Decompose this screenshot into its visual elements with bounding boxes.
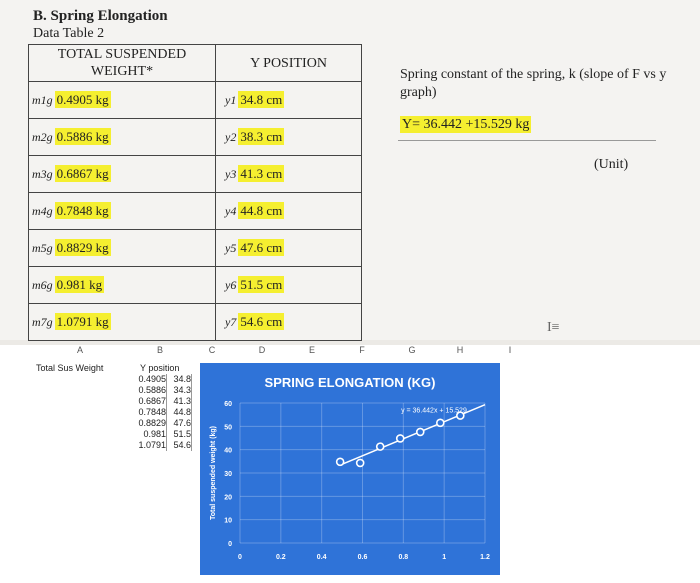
column-header[interactable]: A <box>76 345 83 355</box>
unit-label: (Unit) <box>594 157 629 172</box>
sheet-cell-b[interactable]: 44.8 <box>166 407 192 418</box>
x-tick-label: 0 <box>238 554 242 561</box>
x-tick-label: 1 <box>442 554 447 561</box>
sheet-cell-a[interactable]: 1.0791 <box>138 440 166 450</box>
sheet-header-b: Y position <box>140 363 180 373</box>
mass-value: 0.7848 kg <box>56 203 109 218</box>
table-header-row <box>29 45 362 82</box>
table-caption: Data Table 2 <box>33 26 105 41</box>
column-header[interactable]: C <box>208 345 216 355</box>
column-header[interactable]: G <box>408 345 416 355</box>
mass-cell[interactable] <box>29 82 216 119</box>
x-tick-label: 0.6 <box>357 554 368 561</box>
y-axis-label: Total suspended weight (kg) <box>210 426 217 520</box>
mass-label: m7g <box>32 315 53 329</box>
position-label: y7 <box>225 315 237 329</box>
table-row <box>29 267 362 304</box>
position-cell[interactable] <box>216 230 362 267</box>
equation-value: Y= 36.442 +15.529 kg <box>402 117 530 132</box>
data-table <box>28 44 362 341</box>
mass-cell[interactable] <box>29 119 216 156</box>
column-header[interactable]: H <box>456 345 464 355</box>
position-cell[interactable] <box>216 82 362 119</box>
position-label: y2 <box>225 130 237 144</box>
mass-value: 0.6867 kg <box>56 166 109 181</box>
y-tick-label: 0 <box>228 541 232 548</box>
mass-label: m6g <box>32 278 53 292</box>
chart-title: SPRING ELONGATION (KG) <box>264 375 436 390</box>
mass-cell[interactable] <box>29 304 216 341</box>
sheet-cell-a[interactable]: 0.4905 <box>138 374 166 384</box>
position-header: Y POSITION <box>216 45 362 82</box>
position-cell[interactable] <box>216 267 362 304</box>
mass-label: m3g <box>32 167 53 181</box>
x-tick-label: 0.2 <box>275 554 286 561</box>
sheet-cell-b[interactable]: 34.8 <box>166 374 192 385</box>
chart-canvas <box>200 363 500 575</box>
table-row <box>29 156 362 193</box>
position-cell[interactable] <box>216 156 362 193</box>
column-header[interactable]: B <box>156 345 163 355</box>
section-heading: B. Spring Elongation <box>33 8 168 24</box>
position-value: 51.5 cm <box>240 277 283 292</box>
sheet-cell-b[interactable]: 47.6 <box>166 418 192 429</box>
position-cell[interactable] <box>216 193 362 230</box>
trendline-label: y = 36.442x + 15.529 <box>401 407 467 415</box>
sheet-cell-a[interactable]: 0.981 <box>143 429 166 439</box>
position-cell[interactable] <box>216 119 362 156</box>
answer-line <box>398 140 656 141</box>
position-label: y4 <box>225 204 237 218</box>
position-value: 34.8 cm <box>240 92 283 107</box>
mass-label: m5g <box>32 241 53 255</box>
sheet-cell-b[interactable]: 41.3 <box>166 396 192 407</box>
mass-value: 0.8829 kg <box>56 240 109 255</box>
position-value: 44.8 cm <box>240 203 283 218</box>
equation-answer[interactable] <box>400 117 531 133</box>
y-tick-label: 20 <box>224 494 232 502</box>
mass-value: 0.981 kg <box>56 277 103 292</box>
position-value: 41.3 cm <box>240 166 283 181</box>
data-point <box>397 435 404 442</box>
sheet-cell-b[interactable]: 51.5 <box>166 429 192 440</box>
position-label: y5 <box>225 241 237 255</box>
text-cursor-icon: I≡ <box>547 320 560 335</box>
x-tick-label: 1.2 <box>480 554 490 561</box>
y-tick-label: 60 <box>224 401 232 408</box>
data-point <box>437 419 444 426</box>
mass-cell[interactable] <box>29 230 216 267</box>
position-value: 47.6 cm <box>240 240 283 255</box>
y-tick-label: 10 <box>224 517 232 525</box>
data-point <box>357 459 364 466</box>
table-row <box>29 230 362 267</box>
mass-value: 1.0791 kg <box>56 314 109 329</box>
chart[interactable] <box>200 363 500 575</box>
sheet-cell-b[interactable]: 34.3 <box>166 385 192 396</box>
mass-label: m4g <box>32 204 53 218</box>
mass-label: m1g <box>32 93 53 107</box>
sheet-cell-b[interactable]: 54.6 <box>166 440 192 451</box>
mass-value: 0.4905 kg <box>56 92 109 107</box>
position-cell[interactable] <box>216 304 362 341</box>
spring-constant-prompt: Spring constant of the spring, k (slope of F vs y graph) <box>400 67 667 100</box>
table-row <box>29 304 362 341</box>
sheet-cell-a[interactable]: 0.6867 <box>138 396 166 406</box>
column-header[interactable]: E <box>308 345 315 355</box>
table-row <box>29 193 362 230</box>
data-point <box>337 458 344 465</box>
mass-label: m2g <box>32 130 53 144</box>
y-tick-label: 50 <box>224 424 232 432</box>
sheet-header-a: Total Sus Weight <box>36 363 104 373</box>
mass-cell[interactable] <box>29 156 216 193</box>
sheet-cell-a[interactable]: 0.7848 <box>138 407 166 417</box>
position-value: 38.3 cm <box>240 129 283 144</box>
data-point <box>417 428 424 435</box>
position-label: y1 <box>225 93 237 107</box>
mass-value: 0.5886 kg <box>56 129 109 144</box>
position-label: y6 <box>225 278 237 292</box>
mass-cell[interactable] <box>29 267 216 304</box>
table-row <box>29 119 362 156</box>
column-header[interactable]: D <box>258 345 266 355</box>
table-row <box>29 82 362 119</box>
y-tick-label: 40 <box>224 447 232 455</box>
position-value: 54.6 cm <box>240 314 283 329</box>
position-label: y3 <box>225 167 237 181</box>
sheet-cell-a[interactable]: 0.5886 <box>138 385 166 395</box>
sheet-cell-a[interactable]: 0.8829 <box>138 418 166 428</box>
y-tick-label: 30 <box>224 471 232 478</box>
column-header[interactable]: F <box>359 345 365 355</box>
weight-header: TOTAL SUSPENDED WEIGHT* <box>29 45 216 82</box>
x-tick-label: 0.4 <box>316 554 327 561</box>
data-point <box>377 443 384 450</box>
mass-cell[interactable] <box>29 193 216 230</box>
x-tick-label: 0.8 <box>398 554 409 561</box>
column-header[interactable]: I <box>508 345 512 355</box>
